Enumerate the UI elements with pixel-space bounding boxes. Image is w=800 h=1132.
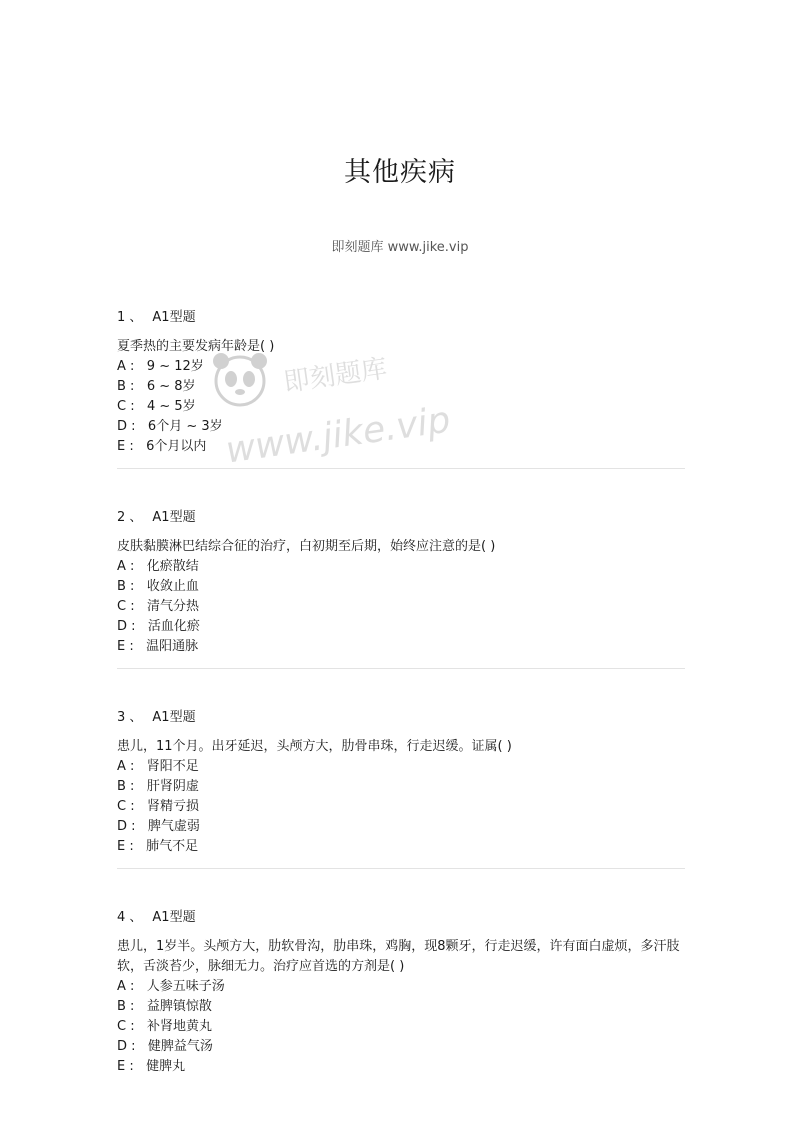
option-e[interactable]: E : 肺气不足 — [117, 839, 199, 854]
question-header — [117, 306, 685, 325]
question-stem: 皮肤黏膜淋巴结综合征的治疗，白初期至后期，始终应注意的是( ) — [117, 539, 496, 554]
option-a[interactable]: A : 肾阳不足 — [117, 759, 199, 774]
page-title: 其他疾病 — [344, 157, 456, 188]
option-c[interactable]: C : 4 ~ 5岁 — [117, 399, 196, 414]
question-block — [117, 306, 685, 457]
option-b[interactable]: B : 6 ~ 8岁 — [117, 379, 196, 394]
watermark-text: 即刻题库 — [281, 353, 389, 399]
option-a[interactable]: A : 9 ~ 12岁 — [117, 359, 204, 374]
divider — [117, 668, 685, 669]
option-a[interactable]: A : 化瘀散结 — [117, 559, 199, 574]
question-type: A1型题 — [152, 910, 196, 925]
question-header — [117, 506, 685, 525]
question-stem: 患儿，11个月。出牙延迟，头颅方大，肋骨串珠，行走迟缓。证属( ) — [117, 739, 512, 754]
question-stem: 患儿，1岁半。头颅方大，肋软骨沟，肋串珠，鸡胸，现8颗牙，行走迟缓，许有面白虚烦，多汗肢软，舌淡苔少，脉细无力。治疗应首选的方剂是( ) — [117, 939, 680, 974]
site-caption: 即刻题库 www.jike.vip — [331, 240, 469, 255]
divider — [117, 468, 685, 469]
option-e[interactable]: E : 健脾丸 — [117, 1059, 186, 1074]
question-block — [117, 506, 685, 657]
question-header — [117, 906, 685, 925]
option-a[interactable]: A : 人参五味子汤 — [117, 979, 225, 994]
divider — [117, 868, 685, 869]
question-block — [117, 706, 685, 857]
option-c[interactable]: C : 清气分热 — [117, 599, 199, 614]
option-b[interactable]: B : 收敛止血 — [117, 579, 199, 594]
option-e[interactable]: E : 温阳通脉 — [117, 639, 199, 654]
watermark-url: www.jike.vip — [223, 399, 453, 472]
question-type: A1型题 — [152, 710, 196, 725]
question-number: 1 、 — [117, 310, 143, 325]
question-number: 2 、 — [117, 510, 143, 525]
option-b[interactable]: B : 益脾镇惊散 — [117, 999, 212, 1014]
question-type: A1型题 — [152, 310, 196, 325]
option-d[interactable]: D : 健脾益气汤 — [117, 1039, 213, 1054]
question-number: 3 、 — [117, 710, 143, 725]
option-d[interactable]: D : 6个月 ~ 3岁 — [117, 419, 223, 434]
option-d[interactable]: D : 脾气虚弱 — [117, 819, 200, 834]
option-b[interactable]: B : 肝肾阴虚 — [117, 779, 199, 794]
question-stem: 夏季热的主要发病年龄是( ) — [117, 339, 275, 354]
question-type: A1型题 — [152, 510, 196, 525]
option-c[interactable]: C : 补肾地黄丸 — [117, 1019, 212, 1034]
option-d[interactable]: D : 活血化瘀 — [117, 619, 200, 634]
option-e[interactable]: E : 6个月以内 — [117, 439, 207, 454]
question-number: 4 、 — [117, 910, 143, 925]
option-c[interactable]: C : 肾精亏损 — [117, 799, 199, 814]
question-block — [117, 906, 685, 1077]
question-header — [117, 706, 685, 725]
